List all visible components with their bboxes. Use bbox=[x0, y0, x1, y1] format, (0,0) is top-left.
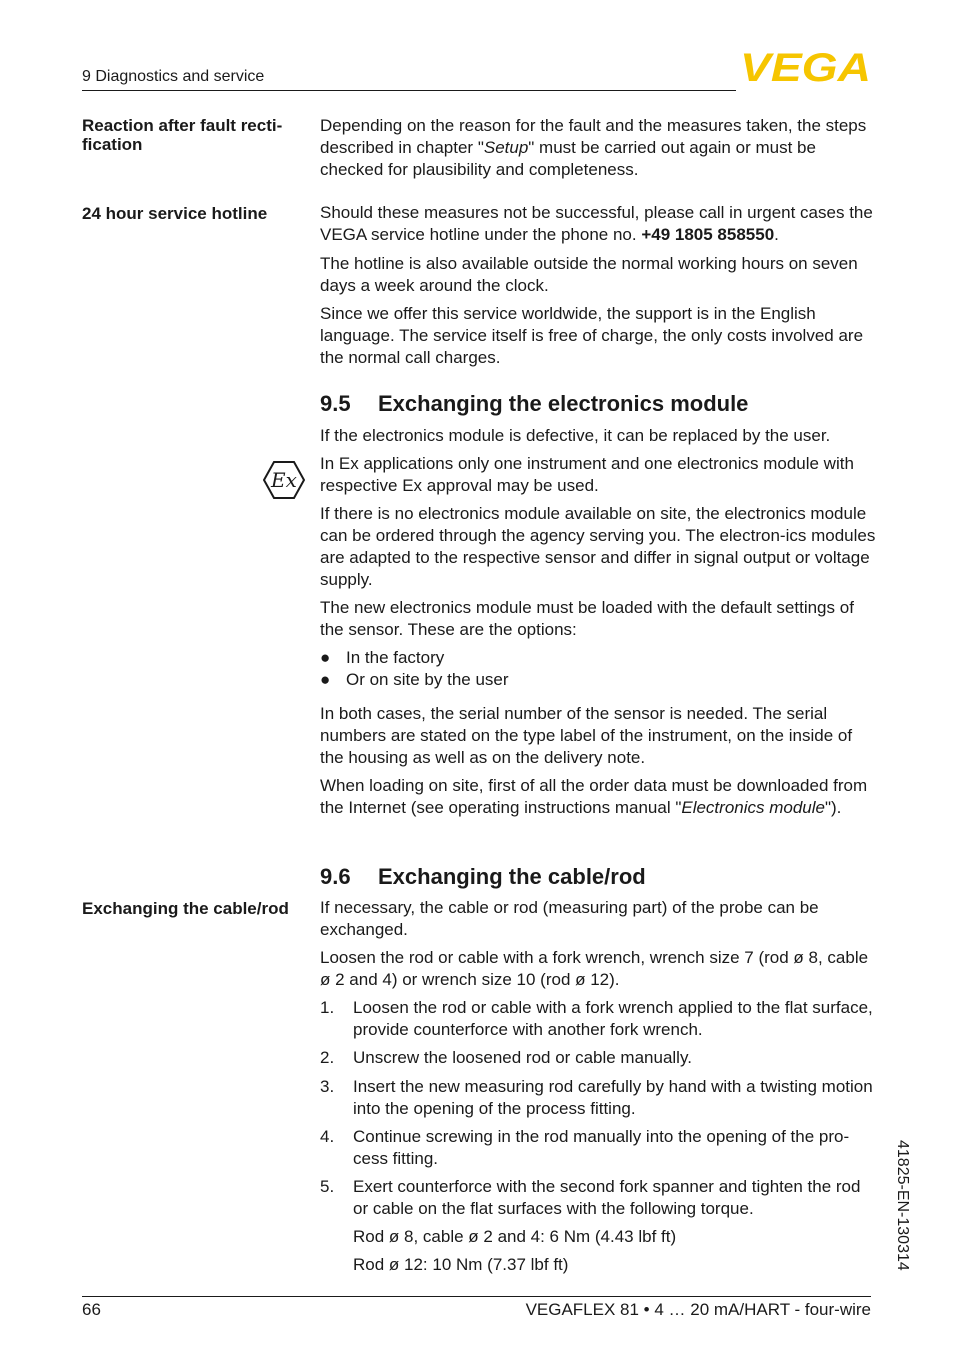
options-list bbox=[320, 647, 880, 691]
list-item: ● In the factory bbox=[320, 648, 445, 667]
electronics-paragraph-6: When loading on site, first of all the order data must be downloaded from the Internet (see operating instructions manual "Electronics module"). bbox=[320, 776, 868, 817]
torque-value-1: Rod ø 8, cable ø 2 and 4: 6 Nm (4.43 lbf ft) bbox=[353, 1227, 677, 1246]
page-number: 66 bbox=[82, 1300, 101, 1319]
running-header: 9 Diagnostics and service bbox=[82, 68, 265, 85]
electronics-paragraph-4: The new electronics module must be loaded with the default settings of the sensor. These are the options: bbox=[320, 598, 854, 639]
svg-text:Ex: Ex bbox=[271, 468, 297, 492]
product-name: VEGAFLEX 81 • 4 … 20 mA/HART - four-wire bbox=[525, 1300, 871, 1319]
ex-approval-icon bbox=[263, 460, 305, 500]
step-1: 1. Loosen the rod or cable with a fork wrench applied to the flat surface, provide counterforce with another fork wrench. bbox=[320, 998, 873, 1039]
side-label-cable-rod: Exchanging the cable/rod bbox=[82, 899, 289, 918]
electronics-paragraph-5: In both cases, the serial number of the sensor is needed. The serial numbers are stated on the type label of the instrument, on the inside of the housing as well as on the delivery note. bbox=[320, 704, 853, 767]
fault-rectification-paragraph: Depending on the reason for the fault and the measures taken, the steps described in chapter "Setup" must be carried out again or must be checked for plausibility and completeness. bbox=[320, 116, 867, 179]
electronics-paragraph-1: If the electronics module is defective, it can be replaced by the user. bbox=[320, 426, 831, 445]
svg-text:VEGA: VEGA bbox=[740, 50, 871, 84]
hotline-phone-number: +49 1805 858550 bbox=[641, 225, 775, 244]
hotline-paragraph-1: Should these measures not be successful, please call in urgent cases the VEGA service hotline under the phone no. +49 1805 858550. bbox=[320, 203, 873, 244]
vega-logo bbox=[740, 50, 873, 84]
step-3: 3. Insert the new measuring rod carefully by hand with a twisting motion into the opening of the process fitting. bbox=[320, 1077, 873, 1118]
cable-rod-paragraph-2: Loosen the rod or cable with a fork wrench, wrench size 7 (rod ø 8, cable ø 2 and 4) or wrench size 10 (rod ø 12). bbox=[320, 948, 869, 989]
section-heading-9-5: 9.5 Exchanging the electronics module bbox=[320, 391, 749, 416]
list-item: ● Or on site by the user bbox=[320, 670, 509, 689]
torque-value-2: Rod ø 12: 10 Nm (7.37 lbf ft) bbox=[353, 1255, 569, 1274]
step-4: 4. Continue screwing in the rod manually into the opening of the pro-cess fitting. bbox=[320, 1127, 850, 1168]
side-label-fault-rectification: Reaction after fault recti- fication bbox=[82, 116, 283, 154]
cable-rod-paragraph-1: If necessary, the cable or rod (measuring part) of the probe can be exchanged. bbox=[320, 898, 819, 939]
step-2: 2. Unscrew the loosened rod or cable manually. bbox=[320, 1048, 692, 1067]
electronics-paragraph-2: In Ex applications only one instrument and one electronics module with respective Ex approval may be used. bbox=[320, 454, 854, 495]
electronics-paragraph-3: If there is no electronics module available on site, the electronics module can be ordered through the agency serving you. The electron-ics modules are adapted to the respective sensor and differ in signal output or voltage supply. bbox=[320, 504, 876, 589]
section-heading-9-6: 9.6 Exchanging the cable/rod bbox=[320, 864, 646, 889]
side-label-hotline: 24 hour service hotline bbox=[82, 204, 268, 223]
hotline-paragraph-2: The hotline is also available outside the normal working hours on seven days a week around the clock. bbox=[320, 254, 858, 295]
header-rule bbox=[82, 90, 736, 91]
hotline-paragraph-3: Since we offer this service worldwide, the support is in the English language. The service itself is free of charge, the only costs involved are the normal call charges. bbox=[320, 304, 864, 367]
document-id: 41825-EN-130314 bbox=[894, 1140, 911, 1271]
footer-rule bbox=[82, 1296, 871, 1297]
step-5: 5. Exert counterforce with the second fork spanner and tighten the rod or cable on the flat surfaces with the following torque. bbox=[320, 1177, 861, 1218]
